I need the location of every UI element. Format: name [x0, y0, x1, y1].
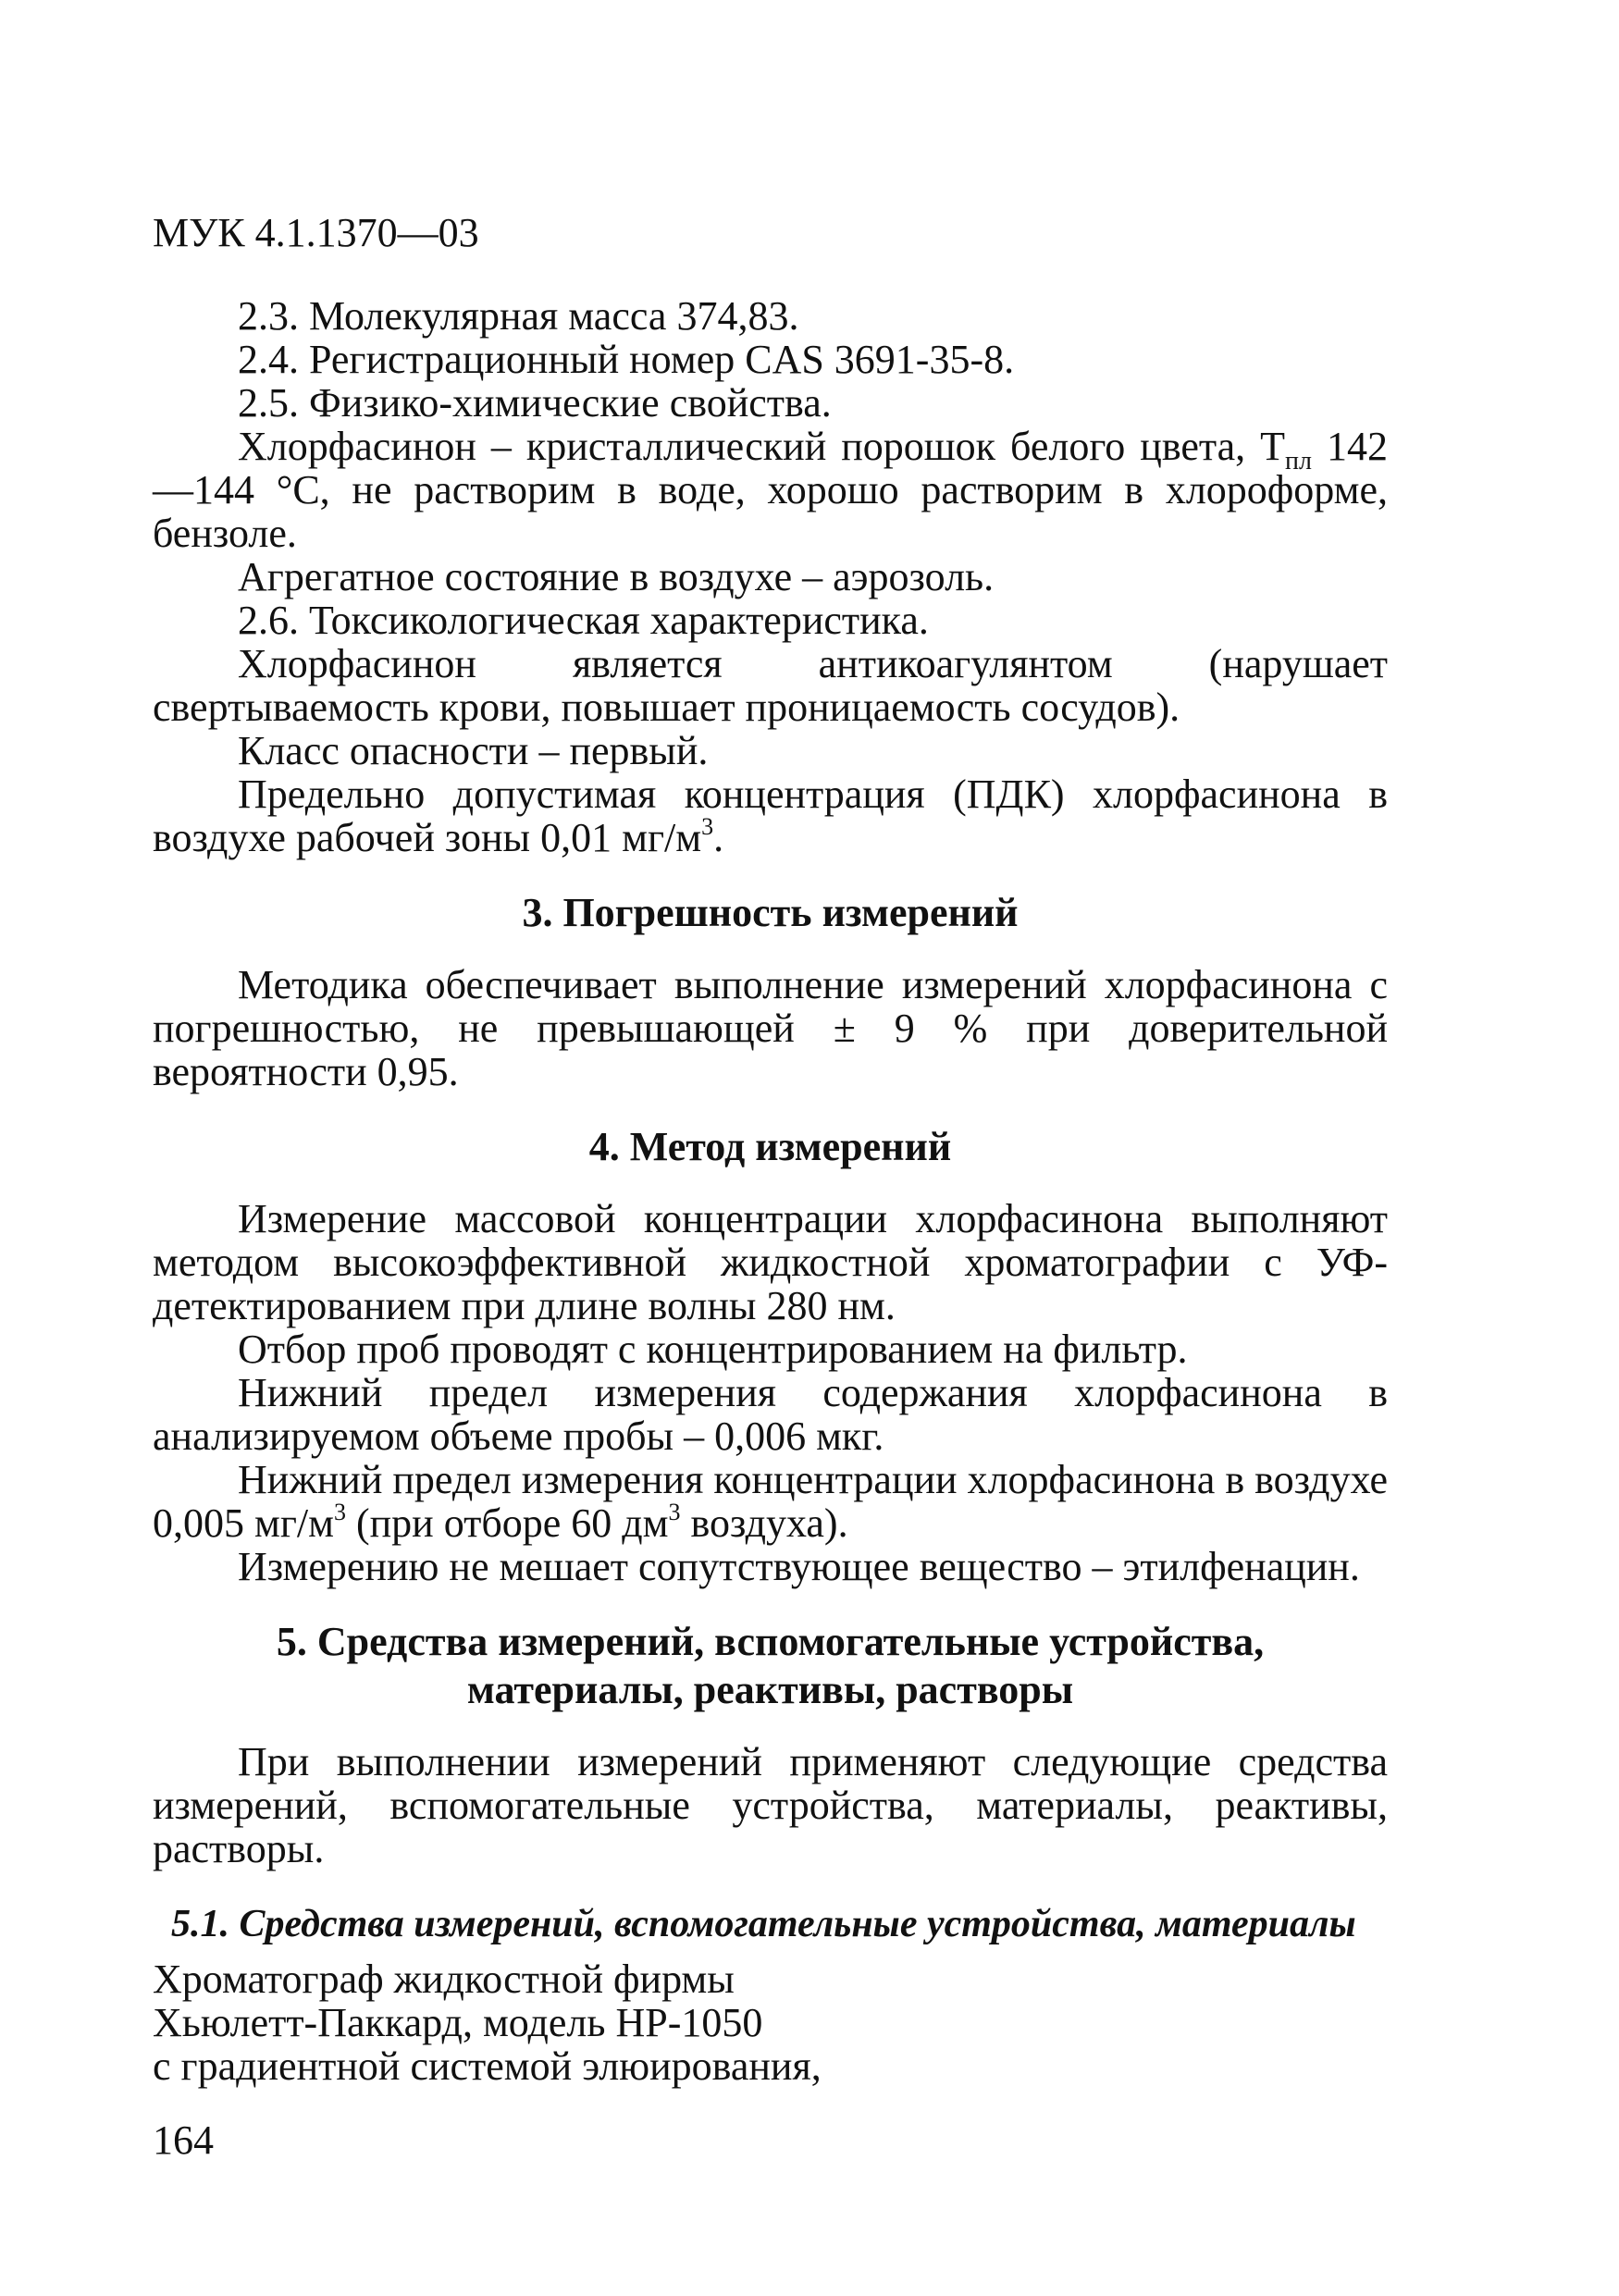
- paragraph-method: Измерение массовой концентрации хлорфасинона выполняют методом высокоэффективной жидкостной хроматографии с УФ-детектированием при длине волны 280 нм.: [153, 1196, 1388, 1328]
- page-content: [153, 294, 1388, 2088]
- section-5-heading-line1: 5. Средства измерений, вспомогательные устройства,: [276, 1619, 1265, 1664]
- paragraph-interference: Измерению не мешает сопутствующее вещество – этилфенацин.: [238, 1544, 1360, 1589]
- limit-text-middle: (при отборе 60 дм: [345, 1500, 669, 1546]
- paragraph-aggregate-state: Агрегатное состояние в воздухе – аэрозоль.: [238, 554, 995, 599]
- equipment-line-1: Хроматограф жидкостной фирмы: [153, 1957, 735, 2002]
- equipment-line-2: Хьюлетт-Паккард, модель НР-1050: [153, 2000, 763, 2045]
- section-4-heading: 4. Метод измерений: [588, 1124, 952, 1169]
- paragraph-properties: [153, 425, 1388, 555]
- paragraph-accuracy: Методика обеспечивает выполнение измерений хлорфасинона с погрешностью, не превышающей ± 9 % при доверительной вероятности 0,95.: [153, 962, 1388, 1094]
- paragraph-2-4: 2.4. Регистрационный номер CAS 3691-35-8.: [238, 337, 1015, 382]
- paragraph-2-3: 2.3. Молекулярная масса 374,83.: [238, 293, 799, 339]
- paragraph-mac: [153, 772, 1388, 859]
- mac-text-end: .: [713, 815, 724, 860]
- properties-text-end: 142—144 °С, не растворим в воде, хорошо растворим в хлороформе, бензоле.: [153, 424, 1389, 556]
- paragraph-hazard-class: Класс опасности – первый.: [238, 728, 709, 773]
- cubic-superscript: 3: [668, 1499, 681, 1526]
- section-3-heading: 3. Погрешность измерений: [522, 890, 1019, 935]
- paragraph-sampling: Отбор проб проводят с концентрированием на фильтр.: [238, 1327, 1188, 1372]
- subsection-5-1-heading: 5.1. Средства измерений, вспомогательные устройства, материалы: [171, 1903, 1356, 1945]
- paragraph-equipment-intro: При выполнении измерений применяют следующие средства измерений, вспомогательные устройства, материалы, реактивы, растворы.: [153, 1739, 1388, 1871]
- cubic-superscript: 3: [333, 1499, 346, 1526]
- section-5-heading-line2: материалы, реактивы, растворы: [466, 1667, 1074, 1712]
- cubic-superscript: 3: [701, 813, 714, 841]
- melting-point-subscript: пл: [1285, 446, 1313, 475]
- page-number: 164: [153, 2117, 214, 2163]
- limit-text-end: воздуха).: [680, 1500, 848, 1546]
- paragraph-lower-limit-concentration: [153, 1458, 1388, 1545]
- paragraph-2-6: 2.6. Токсикологическая характеристика.: [238, 598, 929, 643]
- limit-text-start: Нижний предел измерения концентрации хлорфасинона в воздухе 0,005 мг/м: [153, 1457, 1388, 1546]
- paragraph-anticoagulant: Хлорфасинон является антикоагулянтом (нарушает свертываемость крови, повышает проницаемость сосудов).: [153, 641, 1388, 730]
- equipment-line-3: с градиентной системой элюирования,: [153, 2043, 822, 2089]
- mac-text: Предельно допустимая концентрация (ПДК) хлорфасинона в воздухе рабочей зоны 0,01 мг/м: [153, 772, 1388, 860]
- paragraph-lower-limit-mass: Нижний предел измерения содержания хлорфасинона в анализируемом объеме пробы – 0,006 мкг.: [153, 1370, 1388, 1459]
- document-header: МУК 4.1.1370—03: [153, 210, 479, 255]
- properties-text-start: Хлорфасинон – кристаллический порошок белого цвета, Т: [238, 424, 1286, 469]
- section-5-heading: [153, 1618, 1388, 1714]
- paragraph-2-5: 2.5. Физико-химические свойства.: [238, 380, 832, 426]
